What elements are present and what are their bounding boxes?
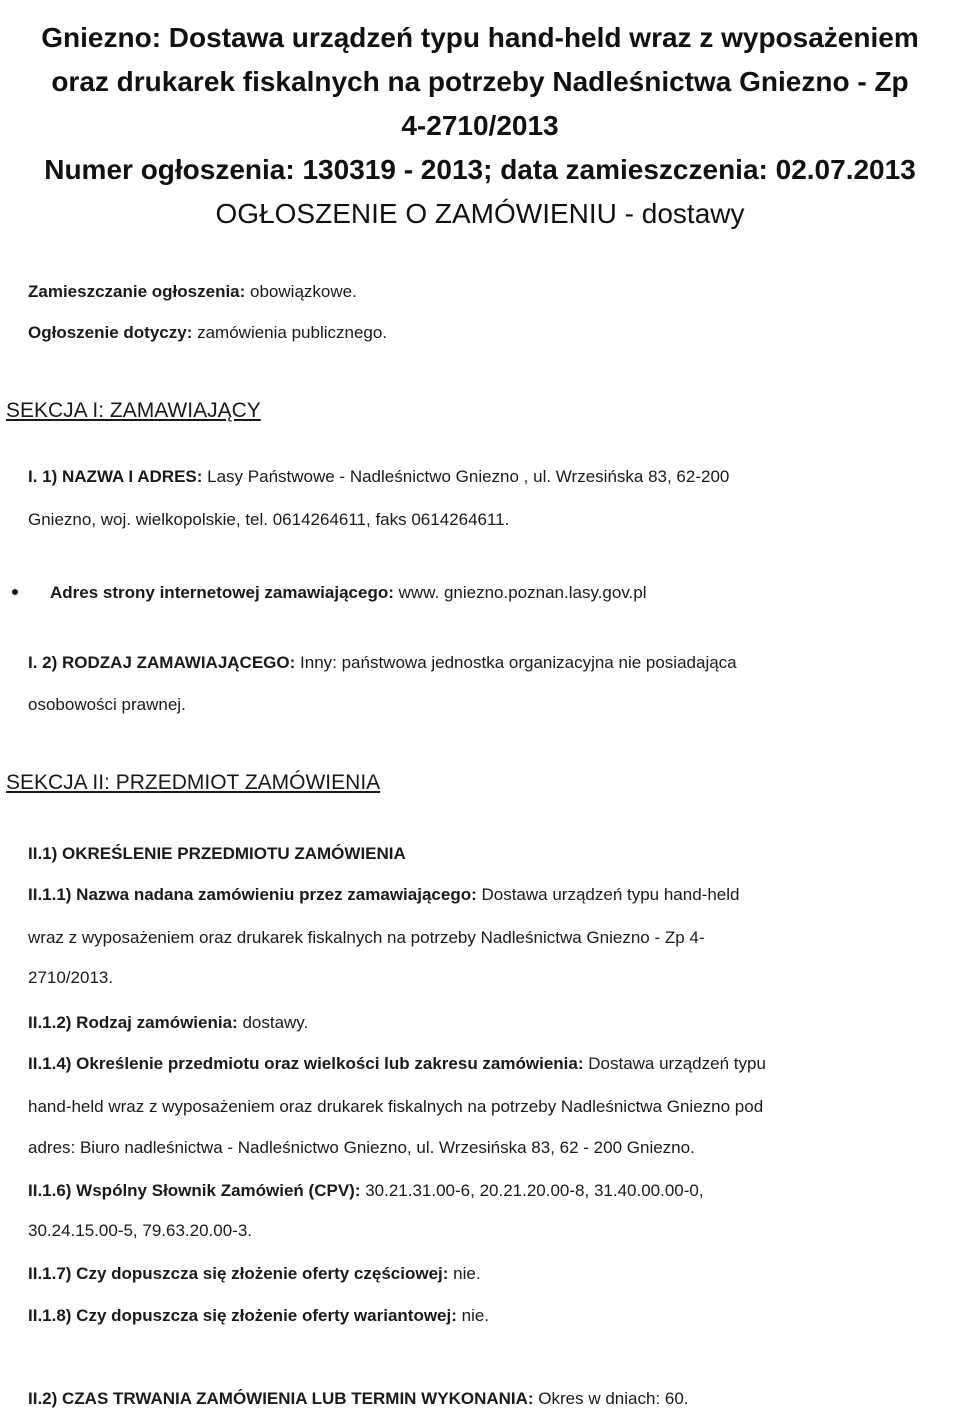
bullet-icon bbox=[12, 589, 18, 595]
website-value: www. gniezno.poznan.lasy.gov.pl bbox=[393, 583, 647, 602]
duration-value: Okres w dniach: 60. bbox=[533, 1389, 689, 1408]
website-row bbox=[50, 582, 647, 604]
ordering-type-value: Inny: państwowa jednostka organizacyjna nie posiadająca bbox=[295, 653, 737, 672]
order-kind-row bbox=[28, 1012, 308, 1034]
notice-type-line: OGŁOSZENIE O ZAMÓWIENIU - dostawy bbox=[215, 198, 745, 229]
document-title bbox=[0, 16, 960, 236]
placement-label: Zamieszczanie ogłoszenia: bbox=[28, 282, 246, 301]
order-description-value: Dostawa urządzeń typu bbox=[583, 1054, 766, 1073]
website-label: Adres strony internetowej zamawiającego: bbox=[50, 583, 394, 602]
title-line-1: Gniezno: Dostawa urządzeń typu hand-held wraz z wyposażeniem bbox=[41, 22, 919, 53]
order-name-value: Dostawa urządzeń typu hand-held bbox=[476, 885, 740, 904]
ordering-type-label: I. 2) RODZAJ ZAMAWIAJĄCEGO: bbox=[28, 653, 296, 672]
variant-offer-label: II.1.8) Czy dopuszcza się złożenie oferty wariantowej: bbox=[28, 1306, 457, 1325]
concerns-row bbox=[28, 322, 387, 344]
section-2-heading: SEKCJA II: PRZEDMIOT ZAMÓWIENIA bbox=[6, 771, 381, 794]
order-description-continued-2: adres: Biuro nadleśnictwa - Nadleśnictwo Gniezno, ul. Wrzesińska 83, 62 - 200 Gniezno. bbox=[28, 1138, 695, 1157]
order-description-row bbox=[28, 1053, 766, 1075]
cpv-row bbox=[28, 1180, 704, 1202]
placement-value: obowiązkowe. bbox=[245, 282, 357, 301]
name-address-label: I. 1) NAZWA I ADRES: bbox=[28, 467, 203, 486]
order-name-label: II.1.1) Nazwa nadana zamówieniu przez zamawiającego: bbox=[28, 885, 477, 904]
placement-row bbox=[28, 281, 357, 303]
partial-offer-value: nie. bbox=[448, 1264, 481, 1283]
order-name-continued-2: 2710/2013. bbox=[28, 968, 114, 987]
order-description-continued-1: hand-held wraz z wyposażeniem oraz drukarek fiskalnych na potrzeby Nadleśnictwa Gniezno pod bbox=[28, 1097, 764, 1116]
cpv-value: 30.21.31.00-6, 20.21.20.00-8, 31.40.00.00-0, bbox=[360, 1181, 704, 1200]
order-name-row bbox=[28, 884, 739, 906]
name-address-continued: Gniezno, woj. wielkopolskie, tel. 0614264611, faks 0614264611. bbox=[28, 510, 510, 529]
cpv-continued: 30.24.15.00-5, 79.63.20.00-3. bbox=[28, 1221, 253, 1240]
concerns-label: Ogłoszenie dotyczy: bbox=[28, 323, 193, 342]
notice-number-line: Numer ogłoszenia: 130319 - 2013; data zamieszczenia: 02.07.2013 bbox=[44, 154, 916, 185]
order-description-label: II.1.4) Określenie przedmiotu oraz wielkości lub zakresu zamówienia: bbox=[28, 1054, 584, 1073]
cpv-label: II.1.6) Wspólny Słownik Zamówień (CPV): bbox=[28, 1181, 361, 1200]
ordering-type-continued: osobowości prawnej. bbox=[28, 695, 186, 714]
order-kind-label: II.1.2) Rodzaj zamówienia: bbox=[28, 1013, 238, 1032]
partial-offer-row bbox=[28, 1263, 481, 1285]
duration-row bbox=[28, 1388, 689, 1410]
name-address-value: Lasy Państwowe - Nadleśnictwo Gniezno , ul. Wrzesińska 83, 62-200 bbox=[202, 467, 730, 486]
name-address-row bbox=[28, 466, 729, 488]
order-name-continued-1: wraz z wyposażeniem oraz drukarek fiskalnych na potrzeby Nadleśnictwa Gniezno - Zp 4- bbox=[28, 928, 705, 947]
subject-definition-heading: II.1) OKREŚLENIE PRZEDMIOTU ZAMÓWIENIA bbox=[28, 844, 406, 863]
variant-offer-row bbox=[28, 1305, 489, 1327]
concerns-value: zamówienia publicznego. bbox=[192, 323, 388, 342]
variant-offer-value: nie. bbox=[456, 1306, 490, 1325]
ordering-type-row bbox=[28, 652, 737, 674]
partial-offer-label: II.1.7) Czy dopuszcza się złożenie oferty częściowej: bbox=[28, 1264, 449, 1283]
order-kind-value: dostawy. bbox=[237, 1013, 309, 1032]
title-line-2: oraz drukarek fiskalnych na potrzeby Nadleśnictwa Gniezno - Zp bbox=[51, 66, 909, 97]
section-1-heading: SEKCJA I: ZAMAWIAJĄCY bbox=[6, 399, 261, 422]
duration-label: II.2) CZAS TRWANIA ZAMÓWIENIA LUB TERMIN WYKONANIA: bbox=[28, 1389, 534, 1408]
title-line-3: 4-2710/2013 bbox=[401, 110, 559, 141]
